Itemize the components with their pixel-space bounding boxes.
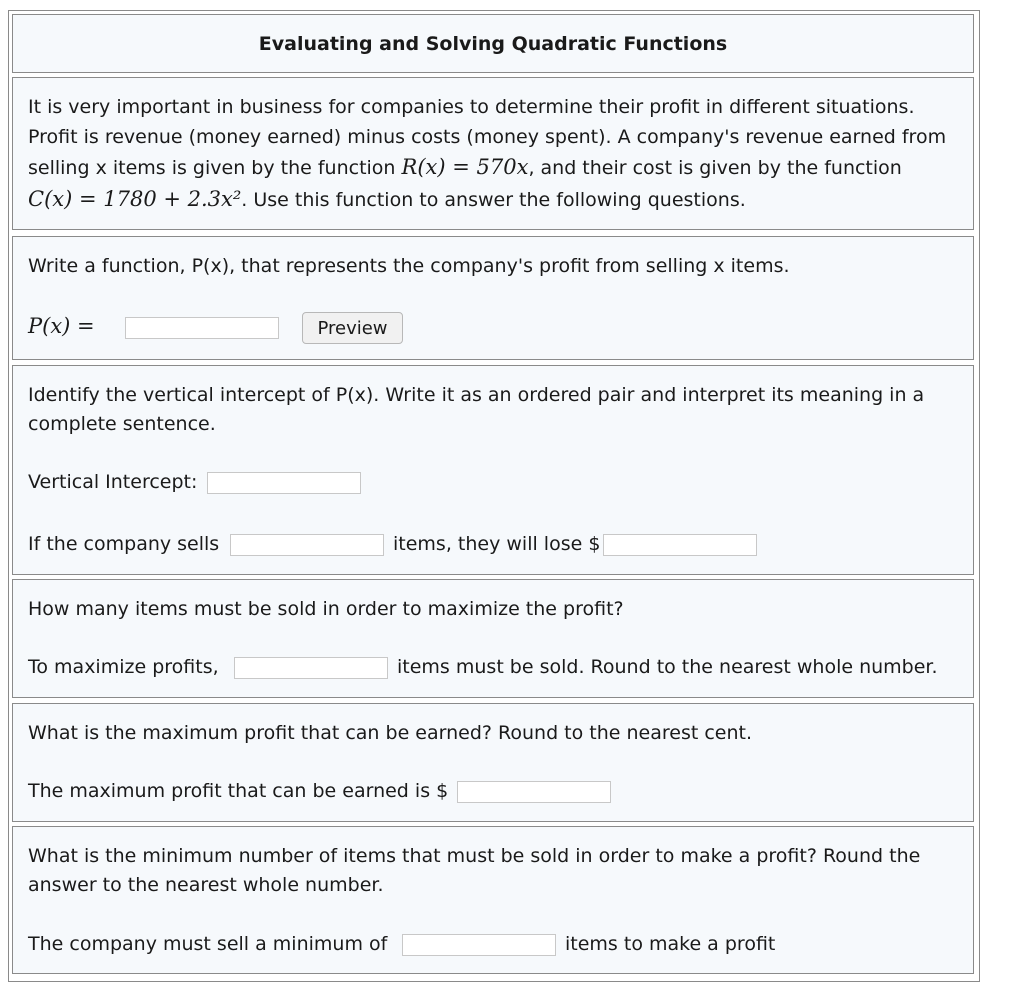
part4-box [12, 703, 974, 822]
loss-amount-input[interactable] [603, 534, 757, 556]
part5-box [12, 826, 974, 974]
sells-prefix: If the company sells [28, 533, 220, 555]
part1-box [12, 236, 974, 360]
maximize-suffix: items must be sold. Round to the nearest whole number. [397, 656, 938, 678]
part2-box [12, 365, 974, 575]
sells-middle: items, they will lose $ [393, 533, 601, 555]
part4-prompt: What is the maximum profit that can be earned? Round to the nearest cent. [28, 722, 753, 744]
problem-container [8, 10, 980, 982]
problem-title-box [12, 14, 974, 73]
part5-prompt-line-1: What is the minimum number of items that must be sold in order to make a profit? Round the [28, 845, 921, 867]
profit-function-input[interactable] [125, 317, 279, 339]
maximize-items-input[interactable] [234, 657, 388, 679]
min-items-prefix: The company must sell a minimum of [28, 933, 388, 955]
intro-line-3-prefix: selling x items is given by the function [28, 157, 396, 179]
part1-prompt: Write a function, P(x), that represents the company's profit from selling x items. [28, 255, 790, 277]
intro-line-3 [28, 152, 902, 183]
intro-line-4 [28, 184, 746, 215]
intro-line-2: Profit is revenue (money earned) minus costs (money spent). A company's revenue earned from [28, 126, 947, 148]
profit-function-label: P(x) = [28, 314, 95, 338]
part5-prompt-line-2: answer to the nearest whole number. [28, 874, 384, 896]
intro-box [12, 77, 974, 230]
intro-line-4-suffix: . Use this function to answer the following questions. [241, 189, 746, 211]
revenue-function: R(x) = 570x [401, 155, 529, 179]
cost-function: C(x) = 1780 + 2.3x² [28, 187, 242, 211]
max-profit-input[interactable] [457, 781, 611, 803]
min-items-input[interactable] [402, 934, 556, 956]
part3-box [12, 579, 974, 698]
part2-prompt-line-1: Identify the vertical intercept of P(x). Write it as an ordered pair and interpret its meaning in a [28, 384, 925, 406]
items-sold-input[interactable] [230, 534, 384, 556]
intro-line-3-suffix: , and their cost is given by the function [528, 157, 902, 179]
max-profit-prefix: The maximum profit that can be earned is $ [28, 780, 449, 802]
preview-button[interactable]: Preview [302, 312, 403, 344]
part3-prompt: How many items must be sold in order to maximize the profit? [28, 598, 624, 620]
part2-prompt-line-2: complete sentence. [28, 413, 216, 435]
intro-line-1: It is very important in business for companies to determine their profit in different situations. [28, 96, 915, 118]
maximize-prefix: To maximize profits, [28, 656, 219, 678]
problem-title: Evaluating and Solving Quadratic Functions [258, 33, 728, 55]
vertical-intercept-input[interactable] [207, 472, 361, 494]
vertical-intercept-label: Vertical Intercept: [28, 471, 198, 493]
min-items-suffix: items to make a profit [565, 933, 776, 955]
